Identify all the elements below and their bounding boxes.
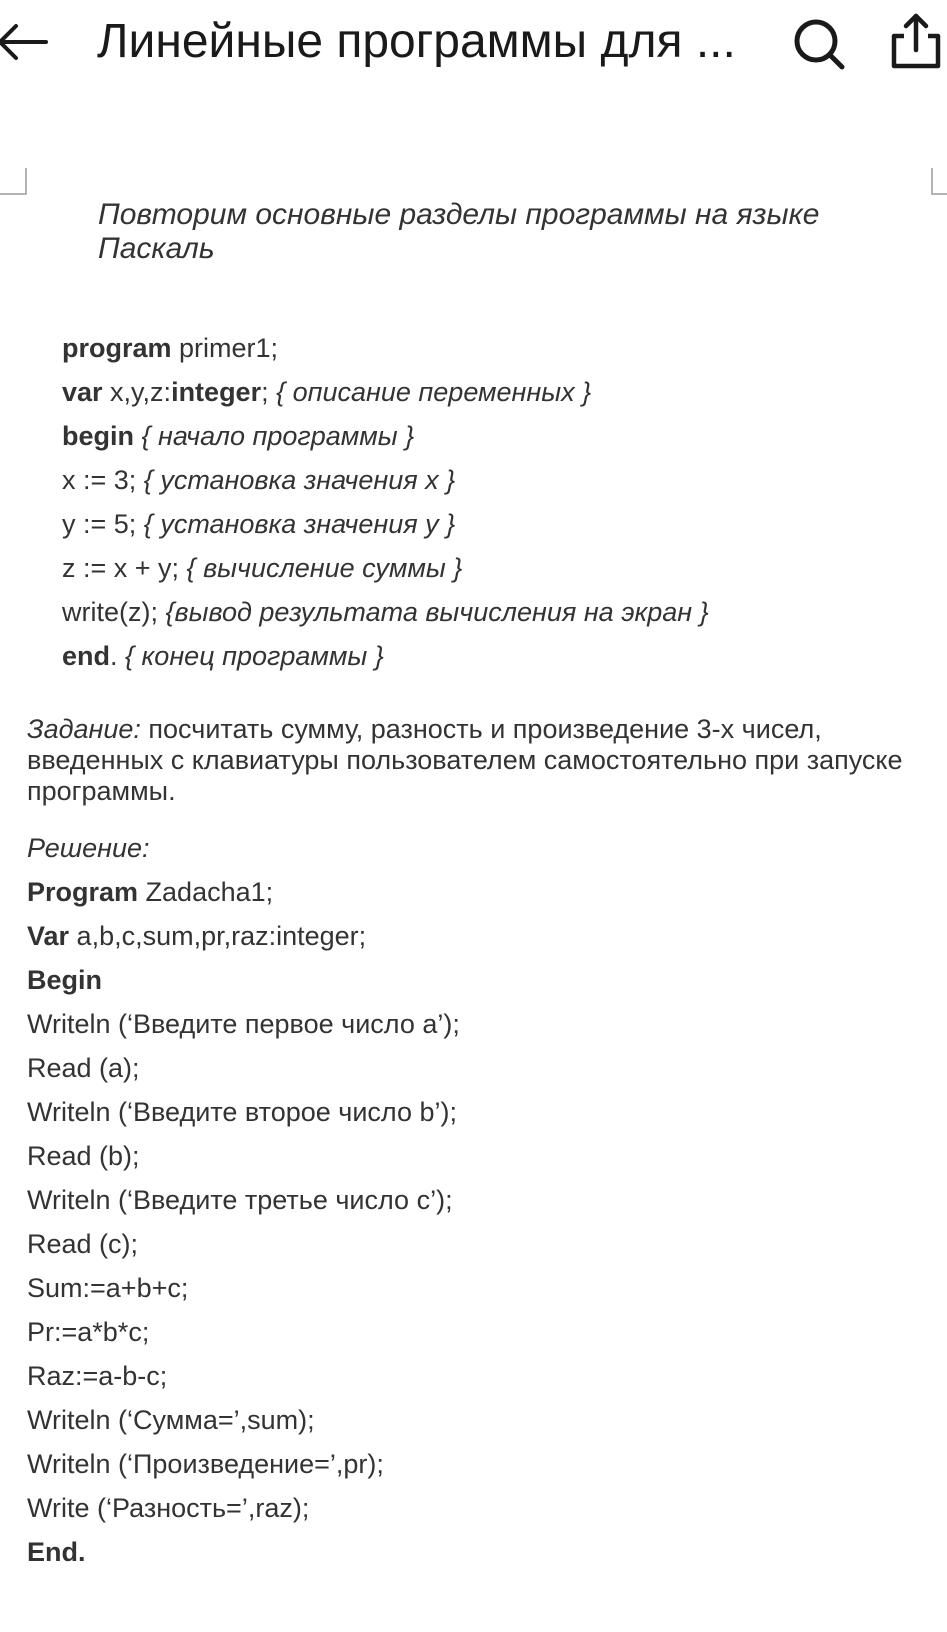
solution-code-line xyxy=(27,870,927,914)
intro-heading: Повторим основные разделы программы на языке Паскаль xyxy=(98,198,820,265)
code-text: . xyxy=(110,641,126,671)
code-line xyxy=(62,502,922,546)
code-line xyxy=(62,370,922,414)
code-text: Sum:=a+b+c; xyxy=(27,1273,189,1303)
code-text: primer1; xyxy=(171,333,279,363)
code-example xyxy=(62,326,922,678)
code-keyword: begin xyxy=(62,421,134,451)
code-line xyxy=(62,634,922,678)
share-button[interactable] xyxy=(888,10,944,74)
code-text: Read (b); xyxy=(27,1141,140,1171)
code-text: z := x + y; xyxy=(62,553,187,583)
code-keyword: Program xyxy=(27,877,139,907)
code-text: Write (‘Разность=’,raz); xyxy=(27,1493,310,1523)
code-text: Zadacha1; xyxy=(138,877,274,907)
code-keyword: integer xyxy=(171,377,262,407)
code-comment: { установка значения x } xyxy=(143,465,456,495)
solution-code-line xyxy=(27,1046,927,1090)
code-line xyxy=(62,546,922,590)
code-text: Writeln (‘Введите второе число b’); xyxy=(27,1097,458,1127)
code-text: Pr:=a*b*c; xyxy=(27,1317,150,1347)
code-comment: { описание переменных } xyxy=(276,377,592,407)
code-comment: { начало программы } xyxy=(141,421,415,451)
code-comment: { конец программы } xyxy=(125,641,384,671)
search-icon xyxy=(790,14,850,74)
solution-code-line xyxy=(27,1354,927,1398)
solution-code-line xyxy=(27,1090,927,1134)
code-text: Read (a); xyxy=(27,1053,140,1083)
code-line xyxy=(62,590,922,634)
code-text: a,b,c,sum,pr,raz:integer; xyxy=(69,921,367,951)
search-button[interactable] xyxy=(790,14,850,74)
solution-block xyxy=(27,826,927,1574)
task-text: посчитать сумму, разность и произведение 3-х чисел, введенных с клавиатуры пользователем самостоятельно при запуске программы. xyxy=(27,714,903,806)
document-view[interactable] xyxy=(0,86,947,1632)
code-keyword: Begin xyxy=(27,965,103,995)
code-line xyxy=(62,458,922,502)
page-title: Линейные программы для ... xyxy=(97,15,736,68)
solution-code-line xyxy=(27,1398,927,1442)
back-button[interactable] xyxy=(0,14,56,70)
code-text: x := 3; xyxy=(62,465,144,495)
code-text: Writeln (‘Введите третье число c’); xyxy=(27,1185,453,1215)
code-comment: {вывод результата вычисления на экран } xyxy=(165,597,709,627)
solution-code-line xyxy=(27,1486,927,1530)
code-line xyxy=(62,414,922,458)
solution-code-line xyxy=(27,958,927,1002)
code-keyword: End. xyxy=(27,1537,86,1567)
code-text: Raz:=a-b-c; xyxy=(27,1361,168,1391)
solution-code-line xyxy=(27,1178,927,1222)
top-bar xyxy=(0,0,947,86)
solution-code-line xyxy=(27,1530,927,1574)
code-text: Writeln (‘Введите первое число a’); xyxy=(27,1009,460,1039)
code-text: ; xyxy=(261,377,277,407)
arrow-left-icon xyxy=(0,14,56,70)
solution-code-line xyxy=(27,1266,927,1310)
code-text: Writeln (‘Произведение=’,pr); xyxy=(27,1449,384,1479)
solution-code-line xyxy=(27,914,927,958)
code-keyword: end xyxy=(62,641,111,671)
code-keyword: var xyxy=(62,377,103,407)
code-text: x,y,z: xyxy=(102,377,172,407)
solution-code-line xyxy=(27,1310,927,1354)
code-text: write(z); xyxy=(62,597,166,627)
code-line xyxy=(62,326,922,370)
page-corner-mark-right xyxy=(930,168,947,196)
solution-code-line xyxy=(27,1002,927,1046)
code-text: Writeln (‘Сумма=’,sum); xyxy=(27,1405,315,1435)
code-text xyxy=(134,421,142,451)
code-text: y := 5; xyxy=(62,509,144,539)
share-icon xyxy=(888,10,944,74)
solution-code-line xyxy=(27,1442,927,1486)
code-keyword: Var xyxy=(27,921,70,951)
code-keyword: program xyxy=(62,333,172,363)
code-comment: { установка значения y } xyxy=(143,509,456,539)
solution-code-line xyxy=(27,1222,927,1266)
task-label: Задание: xyxy=(27,714,141,744)
code-text: Read (c); xyxy=(27,1229,139,1259)
solution-label: Решение: xyxy=(27,833,150,863)
solution-code-line xyxy=(27,1134,927,1178)
page-corner-mark-left xyxy=(0,168,28,196)
task-paragraph xyxy=(27,714,932,807)
code-comment: { вычисление суммы } xyxy=(186,553,463,583)
